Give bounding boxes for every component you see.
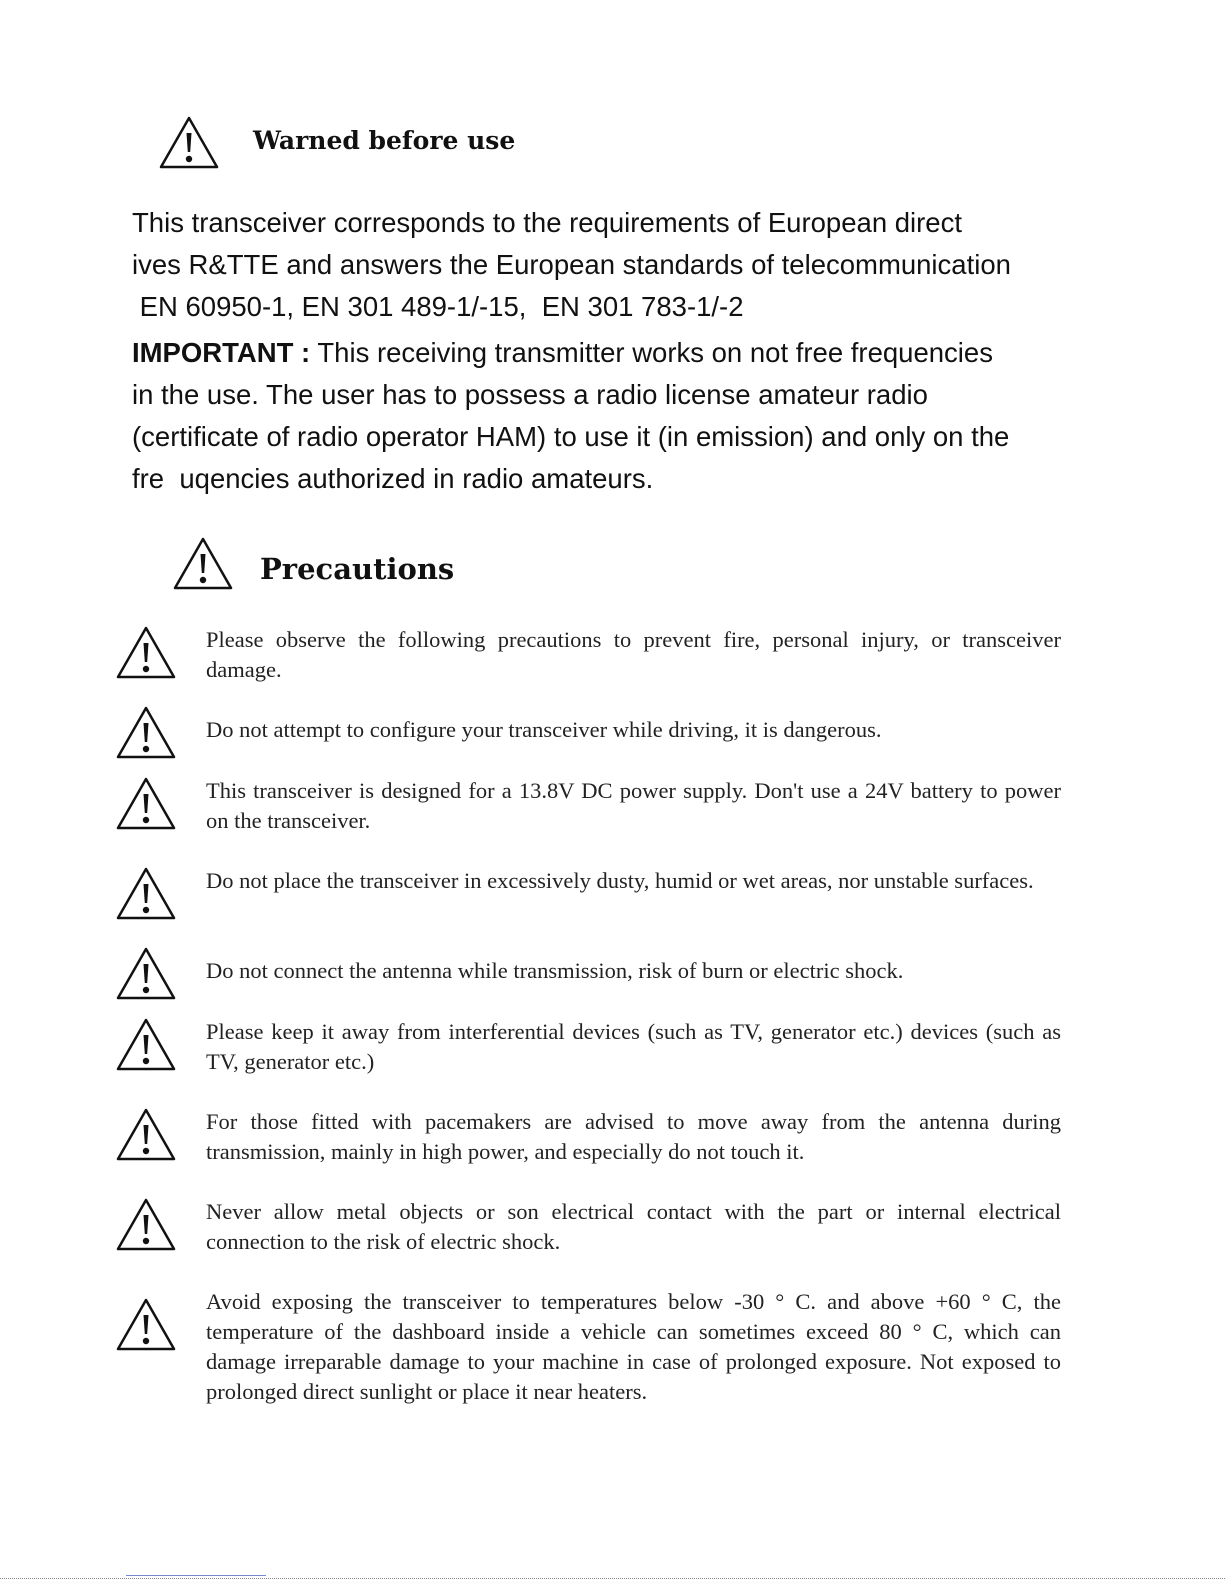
precaution-text: This transceiver is designed for a 13.8V DC power supply. Don't use a 24V battery to power on the transceiver. xyxy=(206,778,1061,833)
warning-triangle-icon xyxy=(115,946,177,1002)
precaution-text: Do not place the transceiver in excessively dusty, humid or wet areas, nor unstable surfaces. xyxy=(206,868,1034,893)
warning-triangle-icon xyxy=(115,1297,177,1353)
warning-triangle-icon xyxy=(115,776,177,832)
warning-triangle-icon xyxy=(115,866,177,922)
important-label: IMPORTANT : xyxy=(132,337,311,368)
page-bottom-rule xyxy=(126,1575,266,1576)
compliance-line: EN 60950-1, EN 301 489-1/-15, EN 301 783-1/-2 xyxy=(132,291,744,322)
precaution-text: For those fitted with pacemakers are advised to move away from the antenna during transmission, mainly in high power, and especially do not touch it. xyxy=(206,1109,1061,1164)
important-text: This receiving transmitter works on not free frequencies xyxy=(317,337,993,368)
precaution-text: Do not attempt to configure your transceiver while driving, it is dangerous. xyxy=(206,717,882,742)
important-line: in the use. The user has to possess a radio license amateur radio xyxy=(132,379,928,410)
section-title-warned: Warned before use xyxy=(253,126,516,155)
important-line: (certificate of radio operator HAM) to use it (in emission) and only on the xyxy=(132,421,1010,452)
compliance-line: This transceiver corresponds to the requirements of European direct xyxy=(132,207,962,238)
precaution-text: Avoid exposing the transceiver to temperatures below -30 ° C. and above +60 ° C, the temperature of the dashboard inside a vehicle can sometimes exceed 80 ° C, which can damage irreparable damage to your machine in case of prolonged exposure. Not exposed to prolonged direct sunlight or place it near heaters. xyxy=(206,1289,1061,1404)
precaution-text: Please keep it away from interferential devices (such as TV, generator etc.) devices (such as TV, generator etc.) xyxy=(206,1019,1061,1074)
warning-triangle-icon xyxy=(115,705,177,761)
page-bottom-divider xyxy=(0,1578,1225,1579)
precaution-text: Please observe the following precautions to prevent fire, personal injury, or transceiver damage. xyxy=(206,627,1061,682)
precaution-text: Do not connect the antenna while transmission, risk of burn or electric shock. xyxy=(206,958,904,983)
warning-triangle-icon xyxy=(115,1107,177,1163)
compliance-line: ives R&TTE and answers the European standards of telecommunication xyxy=(132,249,1011,280)
precaution-text: Never allow metal objects or son electrical contact with the part or internal electrical connection to the risk of electric shock. xyxy=(206,1199,1061,1254)
important-line: fre uqencies authorized in radio amateurs. xyxy=(132,463,654,494)
warning-triangle-icon xyxy=(115,1017,177,1073)
warning-triangle-icon xyxy=(115,1197,177,1253)
warning-triangle-icon xyxy=(115,625,177,681)
section-title-precautions: Precautions xyxy=(260,552,455,586)
